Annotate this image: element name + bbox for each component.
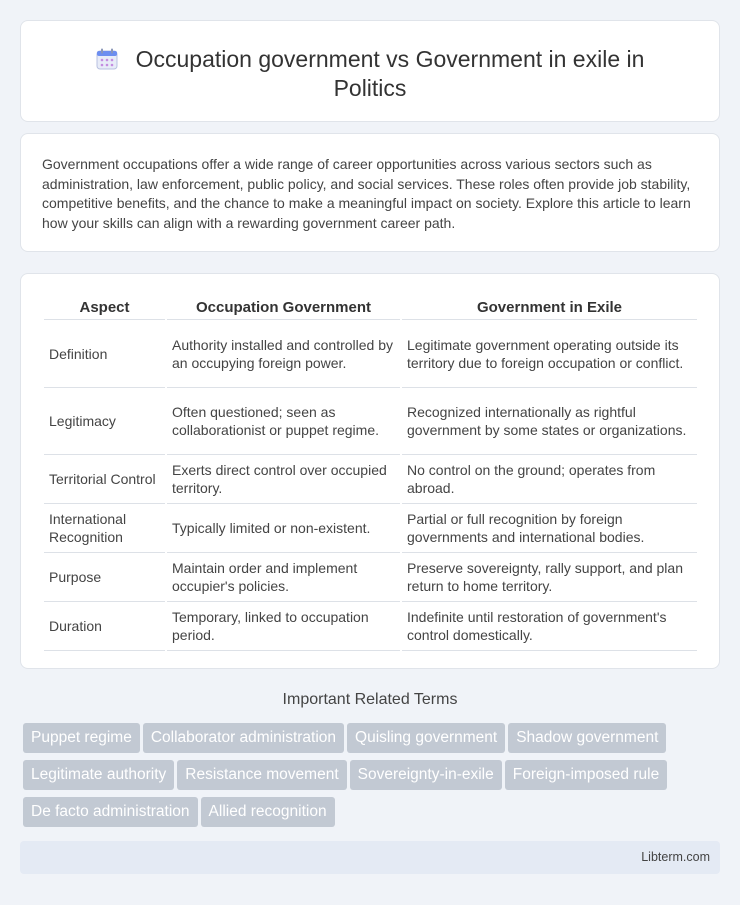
intro-text: Government occupations offer a wide range of career opportunities across various sectors such as administration, law enforcement, public policy, and social services. These roles often provide job stability, competitive benefits, and the chance to make a meaningful impact on society. Explore this article to learn how your skills can align with a rewarding government career path. [42,156,691,231]
table-row [44,602,697,651]
exile-cell: Preserve sovereignty, rally support, and plan return to home territory. [402,553,697,602]
tag-row [23,797,723,834]
exile-cell: Recognized internationally as rightful government by some states or organizations. [402,388,697,455]
header-aspect: Aspect [44,296,165,320]
tag-quisling-government[interactable]: Quisling government [347,723,505,753]
comparison-table [42,296,699,651]
tag-allied-recognition[interactable]: Allied recognition [201,797,335,827]
table-row [44,388,697,455]
header-card [20,20,720,122]
occupation-cell: Exerts direct control over occupied territory. [167,455,400,504]
comparison-card [20,273,720,669]
intro-card [20,133,720,252]
aspect-cell: International Recognition [44,504,165,553]
tag-sovereignty-in-exile[interactable]: Sovereignty-in-exile [350,760,502,790]
table-header-row [44,296,697,320]
occupation-cell: Maintain order and implement occupier's policies. [167,553,400,602]
table-row [44,553,697,602]
table-row [44,320,697,388]
footer [20,841,720,874]
table-row [44,455,697,504]
header-occupation-government: Occupation Government [167,296,400,320]
title-line-1: Occupation government vs Government in exile in [135,46,645,72]
exile-cell: Legitimate government operating outside its territory due to foreign occupation or conflict. [402,320,697,388]
aspect-cell: Territorial Control [44,455,165,504]
occupation-cell: Authority installed and controlled by an occupying foreign power. [167,320,400,388]
tag-row [23,760,723,797]
aspect-cell: Duration [44,602,165,651]
occupation-cell: Often questioned; seen as collaborationist or puppet regime. [167,388,400,455]
header-government-in-exile: Government in Exile [402,296,697,320]
tag-de-facto-administration[interactable]: De facto administration [23,797,198,827]
tag-legitimate-authority[interactable]: Legitimate authority [23,760,174,790]
footer-site-link[interactable]: Libterm.com [641,850,710,864]
tag-resistance-movement[interactable]: Resistance movement [177,760,346,790]
exile-cell: No control on the ground; operates from abroad. [402,455,697,504]
tag-foreign-imposed-rule[interactable]: Foreign-imposed rule [505,760,667,790]
exile-cell: Partial or full recognition by foreign governments and international bodies. [402,504,697,553]
related-terms-list [23,723,723,834]
tag-puppet-regime[interactable]: Puppet regime [23,723,140,753]
title-line-2: Politics [333,75,407,101]
related-terms-heading: Important Related Terms [282,691,458,708]
aspect-cell: Purpose [44,553,165,602]
calendar-icon [96,48,118,70]
tag-row [23,723,723,760]
exile-cell: Indefinite until restoration of government's control domestically. [402,602,697,651]
aspect-cell: Definition [44,320,165,388]
occupation-cell: Typically limited or non-existent. [167,504,400,553]
aspect-cell: Legitimacy [44,388,165,455]
tag-shadow-government[interactable]: Shadow government [508,723,666,753]
occupation-cell: Temporary, linked to occupation period. [167,602,400,651]
tag-collaborator-administration[interactable]: Collaborator administration [143,723,344,753]
table-row [44,504,697,553]
page-title [21,45,719,103]
